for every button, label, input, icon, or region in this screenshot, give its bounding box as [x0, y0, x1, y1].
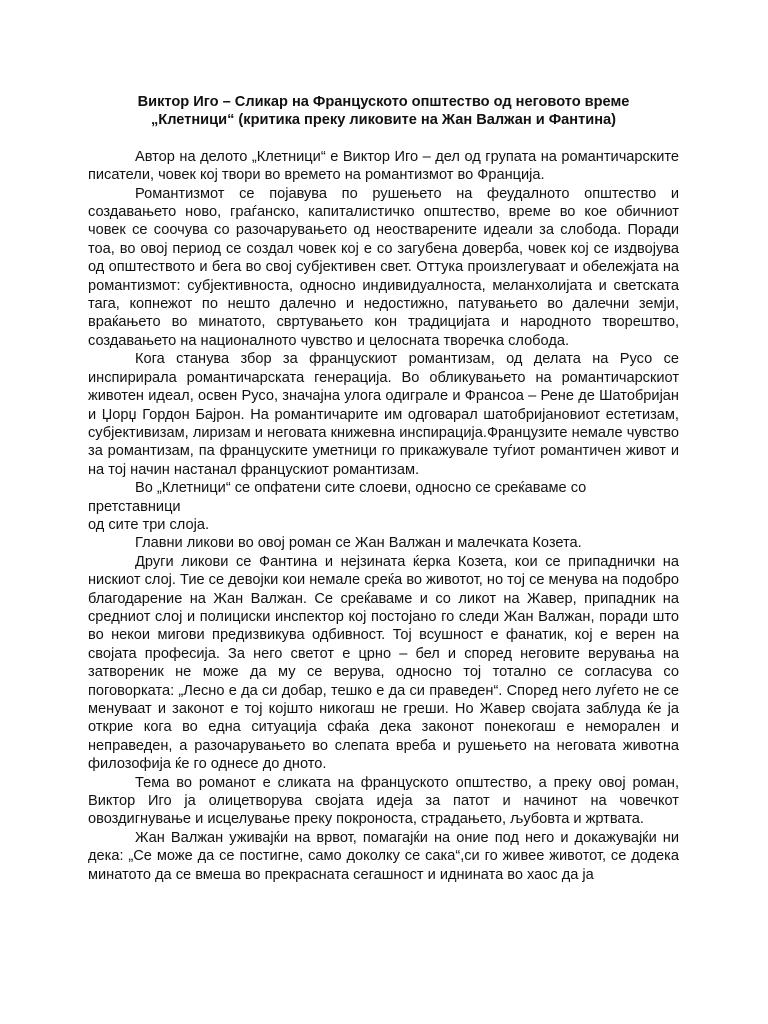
- paragraph-jean-valjean: Жан Валжан уживајќи на врвот, помагајќи на оние под него и докажувајќи ни дека: „Се може да се постигне, само доколку се сака“,си го живее животот, се додека минатото да се вмеша во прекрасната сегашност и иднината во хаос да ја: [88, 829, 679, 883]
- paragraph-author: Автор на делото „Клетници“ е Виктор Иго – дел од групата на романтичарските писатели, човек кој твори во времето на романтизмот во Франција.: [88, 148, 679, 184]
- title-line-1: Виктор Иго – Сликар на Француското општество од неговото време: [137, 94, 630, 110]
- paragraph-main-characters: Главни ликови во овој роман се Жан Валжан и малечката Козета.: [135, 535, 582, 552]
- paragraph-layers-continued: од сите три слоја.: [88, 516, 210, 533]
- paragraph-theme: Тема во романот е сликата на француското општество, а преку овој роман, Виктор Иго ја олицетворува својата идеја за патот и начинот на човечкот овоздигнување и исцелување преку покроноста, страдањето, љубовта и жртвата.: [88, 774, 679, 828]
- document-body: [88, 148, 679, 884]
- paragraph-layers: Во „Клетници“ се опфатени сите слоеви, односно се среќаваме со претставници: [88, 480, 587, 515]
- paragraph-french-romanticism: Кога станува збор за францускиот романтизам, од делата на Русо се инспирирала романтичарската генерација. Во обликувањето на романтичарскиот животен идеал, освен Русо, значајна улога одиграле и Франсоа – Рене де Шатобријан и Џорџ Гордон Бајрон. На романтичарите им одговарал шатобријановиот естетизам, субјективизам, лиризам и неговата книжевна инспирација.Французите немале чувство за романтизам, па француските уметници го прикажувале туѓиот романтичен живот и на тој начин настанал францускиот романтизам.: [88, 351, 679, 478]
- title-line-2: „Клетници“ (критика преку ликовите на Жан Валжан и Фантина): [150, 112, 617, 129]
- paragraph-other-characters: Други ликови се Фантина и нејзината ќерка Козета, кои се припаднички на нискиот слој. Тие се девојки кои немале среќа во животот, но тој се менува на подобро благодарение на Жан Валжан. Се среќаваме и со ликот на Жавер, припадник на средниот слој и полициски инспектор кој постојано го следи Жан Валжан, поради што во некои мигови предизвикува одбивност. Тој всушност е фанатик, кој е верен на својата професија. За него светот е црно – бел и според неговите верувања на затвореник не може да му се верува, односно тој тотално се согласува со поговорката: „Лесно е да си добар, тешко е да си праведен“. Според него луѓето не се менуваат и законот е тој којшто никогаш не греши. Но Жавер својата заблуда ќе ја открие кога во една ситуација сфаќа дека законот понекогаш е неморален и неправеден, а разочарувањето во слепата вреба и рушењето на неговата животна филозофија ќе го однесе до дното.: [88, 553, 679, 773]
- document-page: [88, 93, 679, 884]
- paragraph-romanticism: Романтизмот се појавува по рушењето на феудалното општество и создавањето ново, граѓанско, капиталистичко општество, време во кое обичниот човек се соочува со разочарувањето од неостварените идеали за слобода. Поради тоа, во овој период се создал човек кој е со загубена доверба, човек кој се издвојува од општеството и бега во свој субјективен свет. Оттука произлегуваат и обележјата на романтизмот: субјективноста, односно индивидуалноста, меланхолијата и светската тага, копнежот по нешто далечно и недостижно, патувањето во далечни земји, враќањето во минатото, свртувањето кон традицијата и народното творештво, создавањето на националното чувство и целосната творечка слобода.: [88, 185, 679, 349]
- document-title: [88, 93, 679, 130]
